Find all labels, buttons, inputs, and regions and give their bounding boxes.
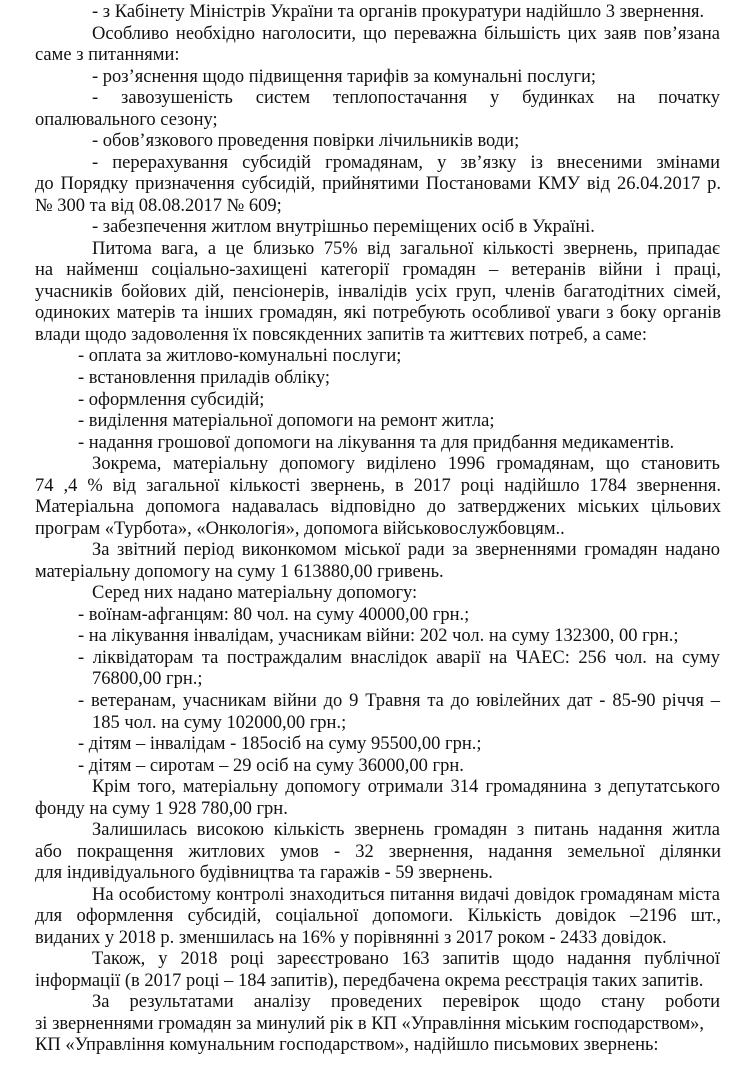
text-line: № 300 та від 08.08.2017 № 609;	[35, 196, 282, 216]
text-line: - надання грошової допомоги на лікування та для придбання медикаментів.	[78, 433, 675, 453]
text-line: - роз’яснення щодо підвищення тарифів за комунальні послуги;	[92, 67, 596, 87]
text-line: для індивідуального будівництва та гаражів - 59 звернень.	[35, 863, 493, 883]
text-line: - дітям – інвалідам - 185осіб на суму 95500,00 грн.;	[78, 734, 482, 754]
text-line: фонду на суму 1 928 780,00 грн.	[35, 799, 288, 819]
text-line: - виділення матеріальної допомоги на ремонт житла;	[78, 411, 495, 431]
text-line: - ліквідаторам та постраждалим внаслідок аварії на ЧАЕС: 256 чол. на суму	[78, 648, 720, 668]
text-line: на найменш соціально-захищені категорії громадян – ветеранів війни і праці,	[35, 260, 721, 280]
text-line: або покращення житлових умов - 32 звернення, надання земельної ділянки	[35, 842, 721, 862]
text-line: до Порядку призначення субсидій, прийнятими Постановами КМУ від 26.04.2017 р.	[35, 174, 721, 194]
text-line: Залишилась високою кількість звернень громадян з питань надання житла	[92, 820, 720, 840]
text-line: для оформлення субсидій, соціальної допомоги. Кількість довідок –2196 шт.,	[35, 906, 721, 926]
text-line: - оплата за житлово-комунальні послуги;	[78, 346, 402, 366]
text-line: Матеріальна допомога надавалась відповідно до затверджених міських цільових	[35, 497, 721, 517]
text-line: Зокрема, матеріальну допомогу виділено 1996 громадянам, що становить	[92, 454, 720, 474]
text-line: - перерахування субсидій громадянам, у зв’язку із внесеними змінами	[92, 153, 720, 173]
text-line: - на лікування інвалідам, учасникам війни: 202 чол. на суму 132300, 00 грн.;	[78, 626, 679, 646]
text-line: влади щодо задоволення їх повсякденних запитів та життєвих потреб, а саме:	[35, 325, 647, 345]
text-line: На особистому контролі знаходиться питання видачі довідок громадянам міста	[92, 885, 720, 905]
text-line: - ветеранам, учасникам війни до 9 Травня та до ювілейних дат - 85-90 річчя –	[78, 691, 720, 711]
text-line: Питома вага, а це близько 75% від загальної кількості звернень, припадає	[92, 239, 720, 259]
text-line: учасників бойових дій, пенсіонерів, інвалідів усіх груп, членів багатодітних сімей,	[35, 282, 721, 302]
text-line: опалювального сезону;	[35, 110, 218, 130]
text-line: зі зверненнями громадян за минулий рік в КП «Управління міським господарством»,	[35, 1014, 705, 1034]
text-line: 74 ,4 % від загальної кількості звернень, в 2017 році надійшло 1784 звернення.	[35, 476, 721, 496]
text-line: інформації (в 2017 році – 184 запитів), передбачена окрема реєстрація таких запитів.	[35, 971, 704, 991]
text-line: виданих у 2018 р. зменшилась на 16% у порівнянні з 2017 роком - 2433 довідок.	[35, 928, 667, 948]
text-line: 185 чол. на суму 102000,00 грн.;	[92, 713, 347, 733]
text-line: - з Кабінету Міністрів України та органів прокуратури надійшло 3 звернення.	[92, 2, 705, 22]
text-line: Крім того, матеріальну допомогу отримали 314 громадянина з депутатського	[92, 777, 720, 797]
text-line: Також, у 2018 році зареєстровано 163 запитів щодо надання публічної	[92, 949, 720, 969]
text-line: - завозушеність систем теплопостачання у будинках на початку	[92, 88, 720, 108]
text-line: - воїнам-афганцям: 80 чол. на суму 40000,00 грн.;	[78, 605, 470, 625]
text-line: саме з питаннями:	[35, 45, 180, 65]
text-line: програм «Турбота», «Онкологія», допомога військовослужбовцям..	[35, 519, 565, 539]
text-line: За результатами аналізу проведених перевірок щодо стану роботи	[92, 992, 720, 1012]
text-line: одиноких матерів та інших громадян, які потребують особливої уваги з боку органів	[35, 303, 721, 323]
text-line: 76800,00 грн.;	[92, 669, 203, 689]
text-line: КП «Управління комунальним господарством», надійшло письмових звернень:	[35, 1035, 659, 1055]
text-line: - обов’язкового проведення повірки лічильників води;	[92, 131, 520, 151]
text-line: - встановлення приладів обліку;	[78, 368, 331, 388]
text-line: Серед них надано матеріальну допомогу:	[92, 583, 418, 603]
text-line: - оформлення субсидій;	[78, 390, 265, 410]
text-line: - забезпечення житлом внутрішньо переміщених осіб в Україні.	[92, 217, 595, 237]
text-line: матеріальну допомогу на суму 1 613880,00 гривень.	[35, 562, 444, 582]
text-line: Особливо необхідно наголосити, що переважна більшість цих заяв пов’язана	[92, 24, 720, 44]
text-line: - дітям – сиротам – 29 осіб на суму 36000,00 грн.	[78, 756, 464, 776]
text-line: За звітний період виконкомом міської ради за зверненнями громадян надано	[92, 540, 720, 560]
